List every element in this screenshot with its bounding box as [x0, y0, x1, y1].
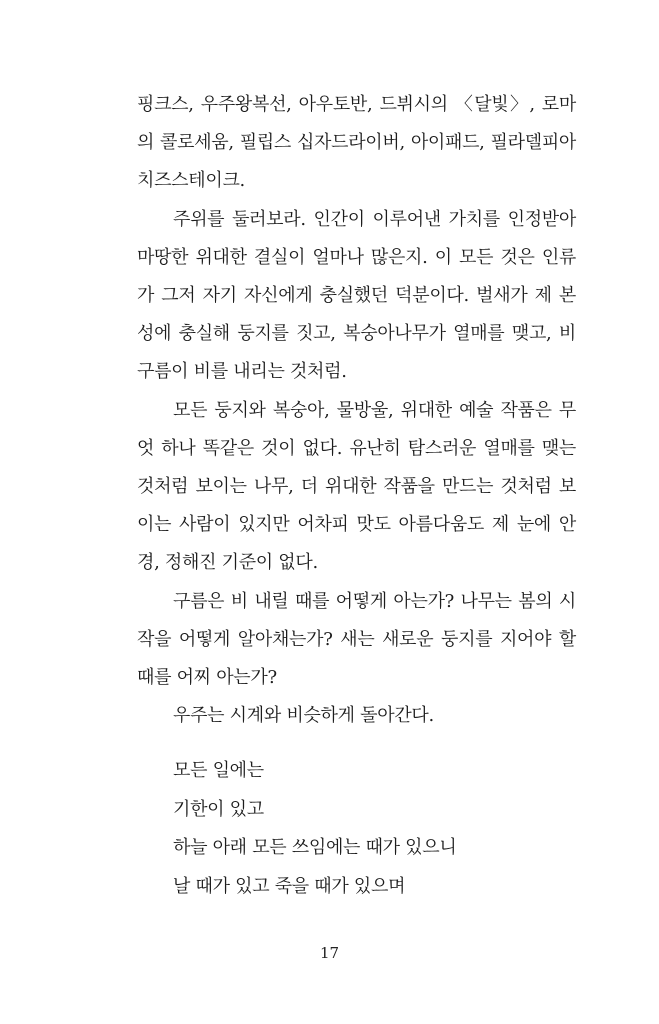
paragraph-2: 주위를 둘러보라. 인간이 이루어낸 가치를 인정받아 마땅한 위대한 결실이 얼마나 많은지. 이 모든 것은 인류가 그저 자기 자신에게 충실했던 덕분이다. 벌새가 제 본성에 충실해 둥지를 짓고, 복숭아나무가 열매를 맺고, 비구름이 비를 내리는 것처럼.: [137, 208, 576, 383]
poem-line-3: 하늘 아래 모든 쓰임에는 때가 있으니: [173, 837, 457, 858]
page-number: 17: [319, 944, 340, 962]
paragraph-5: 우주는 시계와 비슷하게 돌아간다.: [173, 705, 434, 727]
poem-quote: [173, 752, 573, 906]
poem-line-2: 기한이 있고: [173, 798, 264, 820]
paragraph-1: 핑크스, 우주왕복선, 아우토반, 드뷔시의 〈달빛〉, 로마의 콜로세움, 필립스 십자드라이버, 아이패드, 필라델피아 치즈스테이크.: [137, 94, 576, 192]
poem-line-1: 모든 일에는: [173, 760, 264, 781]
paragraph-4: 구름은 비 내릴 때를 어떻게 아는가? 나무는 봄의 시작을 어떻게 알아채는가? 새는 새로운 둥지를 지어야 할 때를 어찌 아는가?: [137, 590, 576, 689]
paragraph-3: 모든 둥지와 복숭아, 물방울, 위대한 예술 작품은 무엇 하나 똑같은 것이 없다. 유난히 탐스러운 열매를 맺는 것처럼 보이는 나무, 더 위대한 작품을 만드는 것처럼 보이는 사람이 있지만 어차피 맛도 아름다움도 제 눈에 안경, 정해진 기준이 없다.: [137, 399, 576, 574]
poem-line-4: 날 때가 있고 죽을 때가 있으며: [173, 875, 406, 897]
body-text: [137, 86, 576, 735]
